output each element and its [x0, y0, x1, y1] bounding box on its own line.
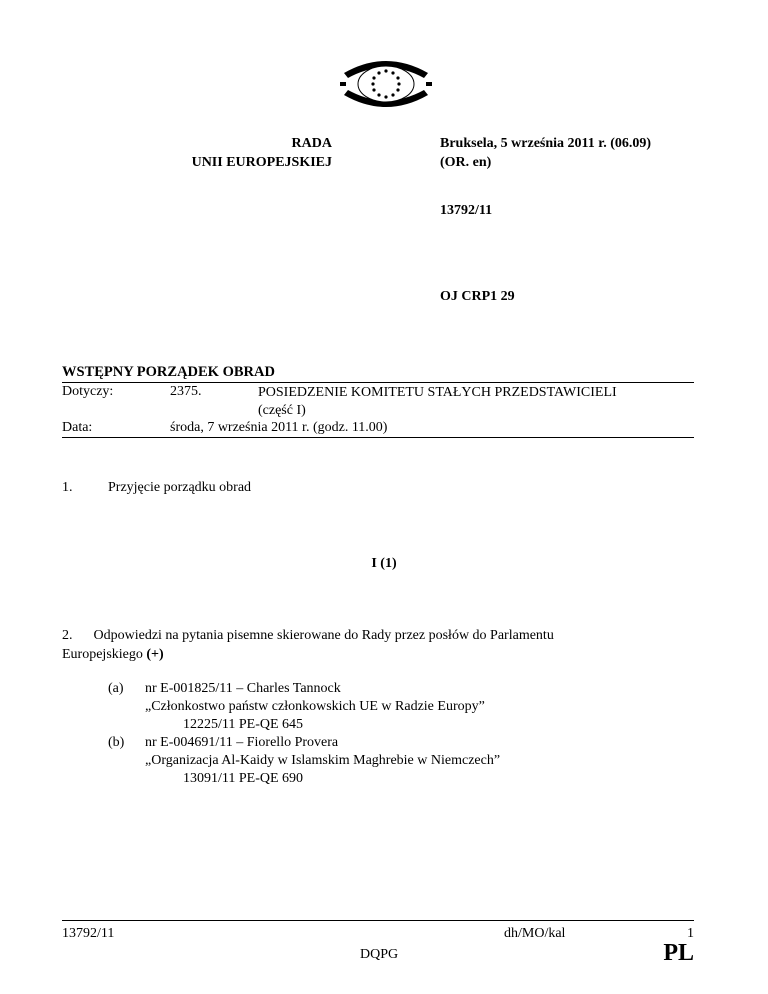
- document-number: 13792/11: [440, 203, 493, 218]
- footer-doc-number: 13792/11: [62, 926, 115, 941]
- meeting-title: [258, 384, 617, 420]
- date-value: środa, 7 września 2011 r. (godz. 11.00): [170, 420, 388, 435]
- divider: [62, 382, 694, 383]
- item-2-line-1: 2. Odpowiedzi na pytania pisemne skierowane do Rady przez posłów do Parlamentu: [62, 628, 554, 643]
- oj-reference: OJ CRP1 29: [440, 289, 515, 304]
- subject-label: Dotyczy:: [62, 384, 114, 399]
- footer-initials: dh/MO/kal: [504, 926, 566, 941]
- sub-item-doc: 12225/11 PE-QE 645: [183, 717, 304, 732]
- place-date: Bruksela, 5 września 2011 r. (06.09): [440, 136, 652, 151]
- date-label: Data:: [62, 420, 93, 435]
- language-code: PL: [663, 940, 694, 966]
- agenda-title: WSTĘPNY PORZĄDEK OBRAD: [62, 364, 275, 380]
- item-2-line-2: [62, 645, 662, 664]
- footer-department: DQPG: [360, 947, 399, 962]
- footer-divider: [62, 920, 694, 921]
- divider: [62, 437, 694, 438]
- council-name: [120, 134, 332, 172]
- sub-item-title: „Członkostwo państw członkowskich UE w Radzie Europy”: [145, 699, 485, 714]
- meeting-number: 2375.: [170, 384, 202, 399]
- council-line-1: RADA: [291, 136, 332, 151]
- section-heading: I (1): [371, 556, 397, 571]
- sub-item-reference: nr E-004691/11 – Fiorello Provera: [145, 735, 339, 750]
- council-line-2: UNII EUROPEJSKIEJ: [191, 155, 332, 170]
- item-2-marker: (+): [146, 647, 164, 662]
- sub-item-doc: 13091/11 PE-QE 690: [183, 771, 304, 786]
- sub-item-letter: (a): [108, 681, 124, 696]
- place-date-block: [440, 134, 651, 172]
- sub-item-title: „Organizacja Al-Kaidy w Islamskim Maghrebie w Niemczech”: [145, 753, 501, 768]
- sub-item-reference: nr E-001825/11 – Charles Tannock: [145, 681, 341, 696]
- council-logo-icon: [338, 55, 434, 113]
- item-2: [62, 626, 662, 664]
- meeting-part: (część I): [258, 403, 306, 418]
- item-text: Przyjęcie porządku obrad: [108, 480, 252, 495]
- sub-item-letter: (b): [108, 735, 125, 750]
- meeting-title-line: POSIEDZENIE KOMITETU STAŁYCH PRZEDSTAWICIELI: [258, 385, 617, 400]
- page-number: 1: [687, 926, 694, 941]
- item-2-line-2-text: Europejskiego: [62, 647, 147, 662]
- original-language: (OR. en): [440, 155, 492, 170]
- item-number: 1.: [62, 480, 73, 495]
